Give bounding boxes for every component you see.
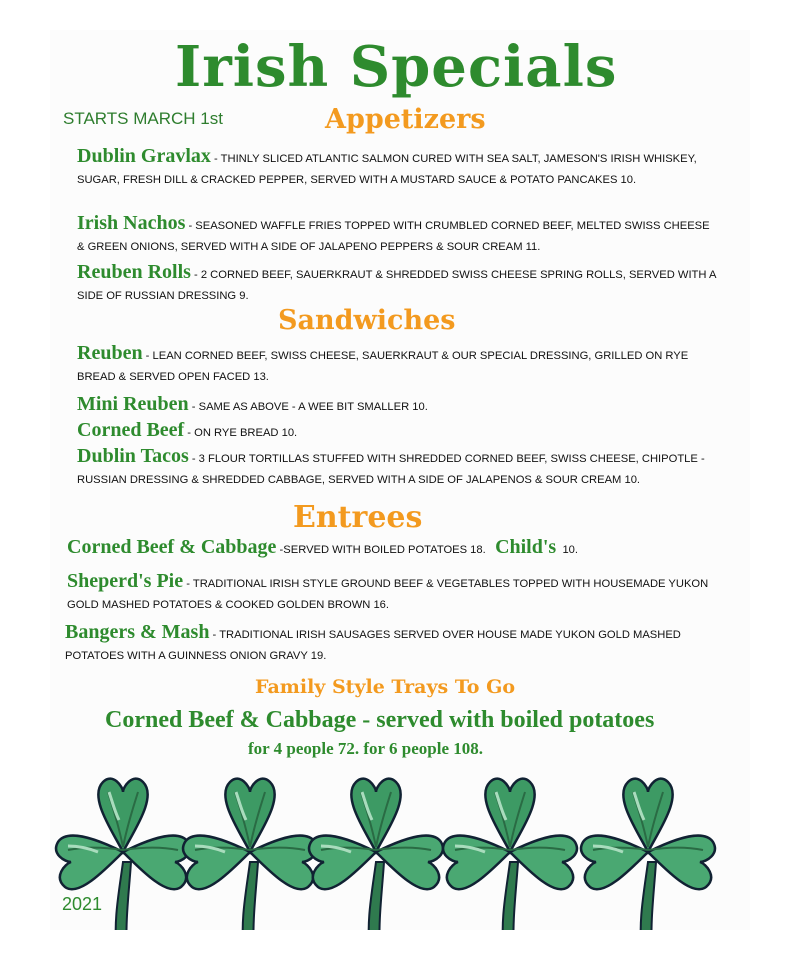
menu-item <box>77 343 717 388</box>
item-desc: - THINLY SLICED ATLANTIC SALMON CURED WITH SEA SALT, JAMESON'S IRISH WHISKEY, SUGAR, FRESH DILL & CRACKED PEPPER, SERVED WITH A MUSTARD SAUCE & POTATO PANCAKES 10. <box>77 153 697 186</box>
family-trays-title: Family Style Trays To Go <box>255 676 515 698</box>
shamrock-icon <box>183 779 317 930</box>
item-name: Dublin Tacos <box>77 445 189 467</box>
menu-item <box>67 537 727 561</box>
item-name: Reuben <box>77 342 143 364</box>
menu-item <box>77 394 717 418</box>
menu-item <box>65 622 725 667</box>
item-desc: - SEASONED WAFFLE FRIES TOPPED WITH CRUMBLED CORNED BEEF, MELTED SWISS CHEESE & GREEN ONIONS, SERVED WITH A SIDE OF JALAPENO PEPPERS & SOUR CREAM 11. <box>77 220 710 253</box>
item-desc: - SAME AS ABOVE - A WEE BIT SMALLER 10. <box>188 401 428 413</box>
family-tray-item: Corned Beef & Cabbage - served with boiled potatoes <box>105 707 655 733</box>
menu-item <box>77 446 717 491</box>
item-desc: -SERVED WITH BOILED POTATOES 18. <box>276 544 486 556</box>
menu-item <box>77 420 717 444</box>
item-name: Dublin Gravlax <box>77 145 211 167</box>
family-tray-price: for 4 people 72. for 6 people 108. <box>248 739 483 758</box>
item-name: Bangers & Mash <box>65 621 210 643</box>
menu-item <box>77 146 717 191</box>
section-entrees: Entrees <box>293 500 423 535</box>
item-name: Irish Nachos <box>77 212 186 234</box>
shamrock-icon <box>443 779 577 930</box>
item-desc: - TRADITIONAL IRISH STYLE GROUND BEEF & VEGETABLES TOPPED WITH HOUSEMADE YUKON GOLD MASHED POTATOES & COOKED GOLDEN BROWN 16. <box>67 578 709 611</box>
shamrock-icon <box>581 779 715 930</box>
menu-item <box>77 213 717 258</box>
item-desc-child: 10. <box>562 544 578 556</box>
item-name: Sheperd's Pie <box>67 570 184 592</box>
item-desc: - ON RYE BREAD 10. <box>184 427 298 439</box>
section-sandwiches: Sandwiches <box>278 305 456 336</box>
item-name: Corned Beef <box>77 419 185 441</box>
item-desc: - 2 CORNED BEEF, SAUERKRAUT & SHREDDED SWISS CHEESE SPRING ROLLS, SERVED WITH A SIDE OF RUSSIAN DRESSING 9. <box>77 269 716 302</box>
page-title: Irish Specials <box>175 34 618 100</box>
menu-item <box>77 262 717 307</box>
start-date: STARTS MARCH 1st <box>63 109 223 128</box>
shamrock-icon <box>309 779 443 930</box>
item-name: Reuben Rolls <box>77 261 191 283</box>
item-name-child: Child's <box>495 536 557 558</box>
shamrock-row <box>0 770 788 930</box>
item-desc: - TRADITIONAL IRISH SAUSAGES SERVED OVER HOUSE MADE YUKON GOLD MASHED POTATOES WITH A GUINNESS ONION GRAVY 19. <box>65 629 681 662</box>
item-desc: - LEAN CORNED BEEF, SWISS CHEESE, SAUERKRAUT & OUR SPECIAL DRESSING, GRILLED ON RYE BREAD & SERVED OPEN FACED 13. <box>77 350 689 383</box>
item-desc: - 3 FLOUR TORTILLAS STUFFED WITH SHREDDED CORNED BEEF, SWISS CHEESE, CHIPOTLE - RUSSIAN DRESSING & SHREDDED CABBAGE, SERVED WITH A SIDE OF JALAPENOS & SOUR CREAM 10. <box>77 453 705 486</box>
footer-year: 2021 <box>62 894 103 914</box>
item-name: Corned Beef & Cabbage <box>67 536 277 558</box>
section-appetizers: Appetizers <box>325 104 486 135</box>
menu-item <box>67 571 727 616</box>
item-name: Mini Reuben <box>77 393 189 415</box>
